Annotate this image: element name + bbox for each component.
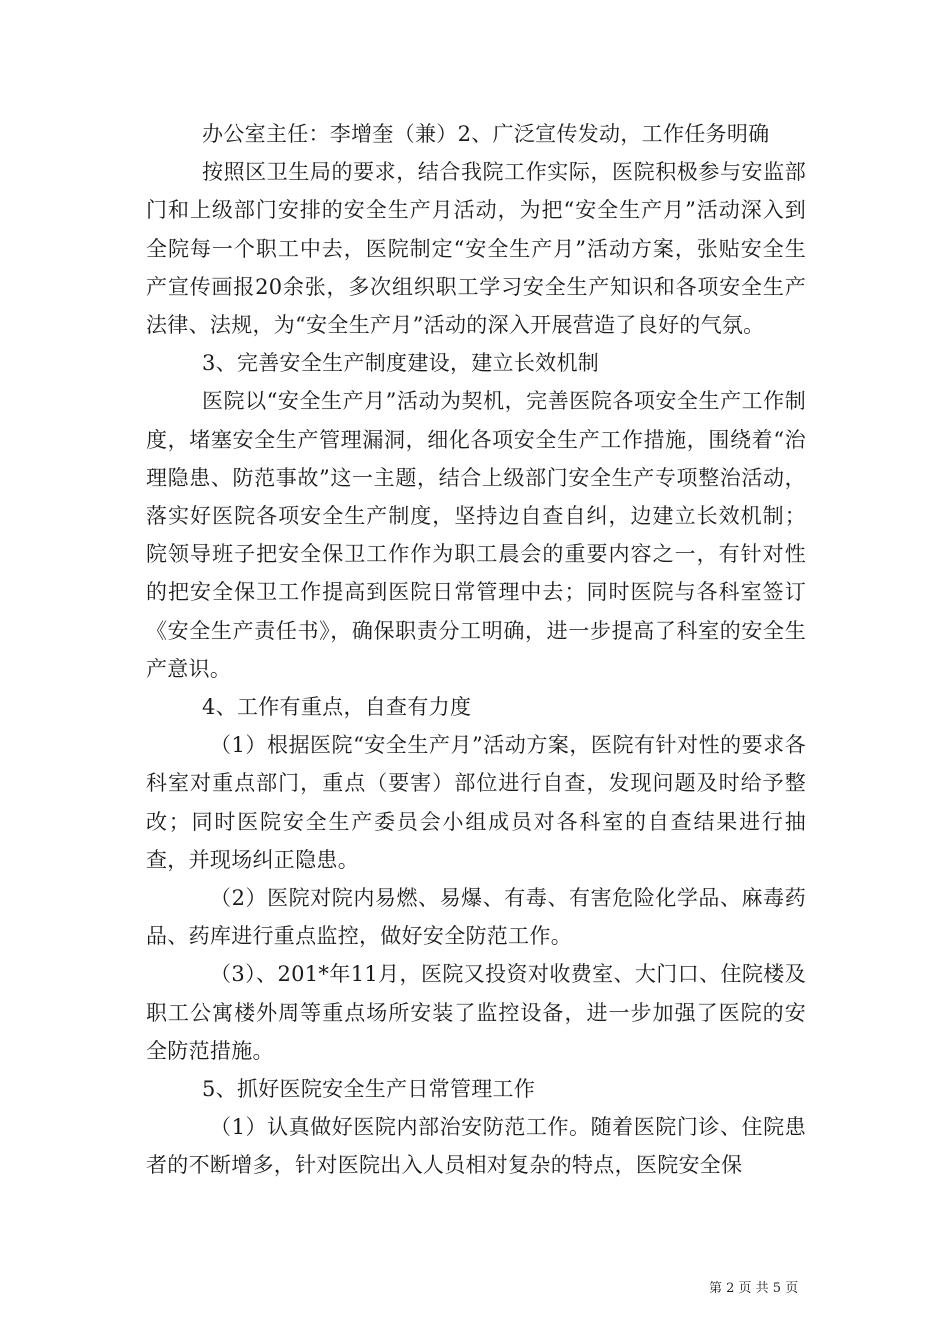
- paragraph-item-5-1: （1）认真做好医院内部治安防范工作。随着医院门诊、住院患者的不断增多，针对医院出入人员相对复杂的特点，医院安全保: [146, 1115, 806, 1178]
- paragraph-system-building: 医院以“安全生产月”活动为契机，完善医院各项安全生产工作制度，堵塞安全生产管理漏洞，细化各项安全生产工作措施，围绕着“治理隐患、防范事故”这一主题，结合上级部门安全生产专项整治活动，落实好医院各项安全生产制度，坚持边自查自纠，边建立长效机制；院领导班子把安全保卫工作作为职工晨会的重要内容之一，有针对性的把安全保卫工作提高到医院日常管理中去；同时医院与各科室签订《安全生产责任书》，确保职责分工明确，进一步提高了科室的安全生产意识。: [146, 389, 806, 681]
- heading-section-3: 3、完善安全生产制度建设，建立长效机制: [202, 351, 600, 376]
- document-body: [146, 115, 806, 1185]
- heading-section-5: 5、抓好医院安全生产日常管理工作: [202, 1077, 536, 1102]
- heading-section-4: 4、工作有重点，自查有力度: [202, 695, 472, 720]
- paragraph-office-director: 办公室主任：李增奎（兼）2、广泛宣传发动，工作任务明确: [202, 122, 770, 146]
- paragraph-item-4-1: （1）根据医院“安全生产月”活动方案，医院有针对性的要求各科室对重点部门，重点（要害）部位进行自查，发现问题及时给予整改；同时医院安全生产委员会小组成员对各科室的自查结果进行抽查，并现场纠正隐患。: [146, 733, 806, 872]
- paragraph-item-4-2: （2）医院对院内易燃、易爆、有毒、有害危险化学品、麻毒药品、药库进行重点监控，做好安全防范工作。: [146, 886, 806, 949]
- paragraph-publicity: 按照区卫生局的要求，结合我院工作实际，医院积极参与安监部门和上级部门安排的安全生产月活动，为把“安全生产月”活动深入到全院每一个职工中去，医院制定“安全生产月”活动方案，张贴安全生产宣传画报20余张，多次组织职工学习安全生产知识和各项安全生产法律、法规，为“安全生产月”活动的深入开展营造了良好的气氛。: [146, 160, 806, 338]
- paragraph-item-4-3: （3）、201*年11月，医院又投资对收费室、大门口、住院楼及职工公寓楼外周等重点场所安装了监控设备，进一步加强了医院的安全防范措施。: [146, 962, 806, 1063]
- page-number: 第 2 页 共 5 页: [709, 1281, 799, 1296]
